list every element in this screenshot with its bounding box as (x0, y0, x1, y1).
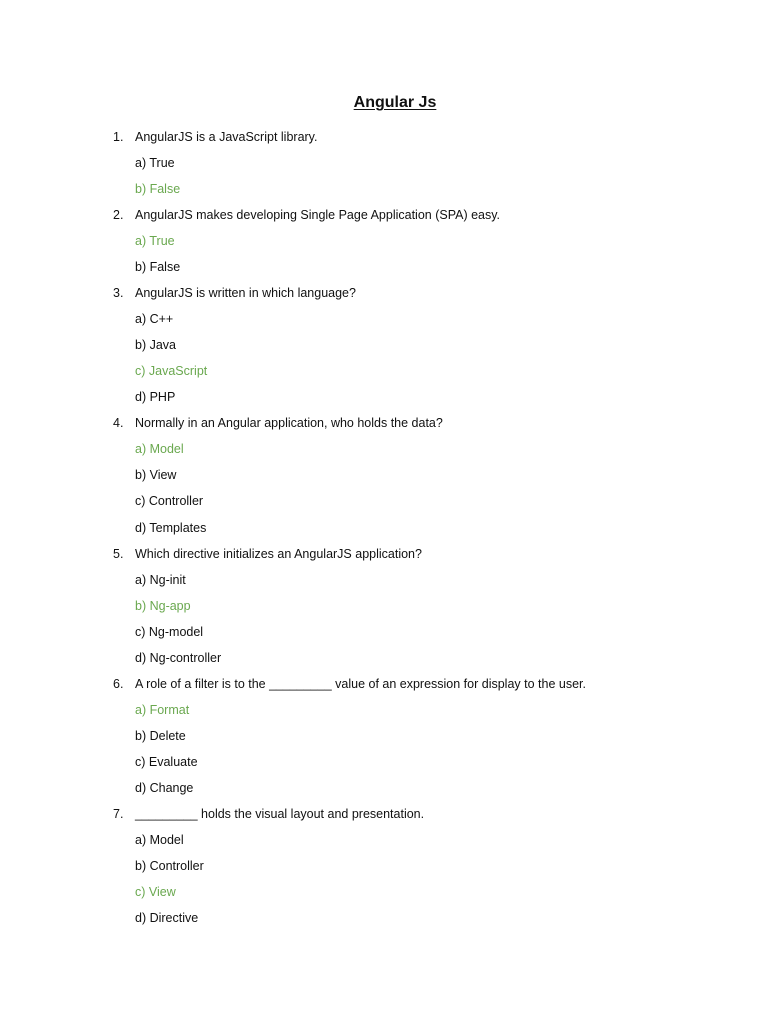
option-3a: a) C++ (135, 312, 174, 326)
question-text: Which directive initializes an AngularJS application? (135, 547, 422, 561)
option-6d: d) Change (135, 781, 194, 795)
option-5a: a) Ng-init (135, 573, 186, 587)
option-2a-correct: a) True (135, 234, 175, 248)
question-number: 5. (113, 547, 124, 561)
question-4 (113, 415, 443, 431)
question-text: AngularJS makes developing Single Page Application (SPA) easy. (135, 208, 501, 222)
question-number: 1. (113, 130, 124, 144)
option-5b-correct: b) Ng-app (135, 599, 191, 613)
question-2 (113, 207, 500, 223)
option-4c: c) Controller (135, 494, 204, 508)
option-6a-correct: a) Format (135, 703, 190, 717)
question-text: Normally in an Angular application, who holds the data? (135, 416, 443, 430)
option-5c: c) Ng-model (135, 625, 204, 639)
option-4d: d) Templates (135, 521, 207, 535)
option-2b: b) False (135, 260, 181, 274)
question-text: AngularJS is a JavaScript library. (135, 130, 318, 144)
question-number: 3. (113, 286, 124, 300)
question-text: A role of a filter is to the _________ value of an expression for display to the user. (135, 677, 586, 691)
option-7a: a) Model (135, 833, 184, 847)
question-5 (113, 546, 422, 562)
option-4b: b) View (135, 468, 177, 482)
option-3b: b) Java (135, 338, 176, 352)
question-7 (113, 806, 424, 822)
question-number: 2. (113, 208, 124, 222)
option-3d: d) PHP (135, 390, 176, 404)
option-4a-correct: a) Model (135, 442, 184, 456)
question-1 (113, 129, 317, 145)
option-5d: d) Ng-controller (135, 651, 222, 665)
question-6 (113, 676, 586, 692)
option-6c: c) Evaluate (135, 755, 198, 769)
option-7d: d) Directive (135, 911, 199, 925)
question-number: 4. (113, 416, 124, 430)
question-3 (113, 285, 356, 301)
option-7b: b) Controller (135, 859, 204, 873)
option-6b: b) Delete (135, 729, 186, 743)
question-text: AngularJS is written in which language? (135, 286, 356, 300)
question-text: _________ holds the visual layout and presentation. (135, 807, 425, 821)
option-7c-correct: c) View (135, 885, 176, 899)
option-1b-correct: b) False (135, 182, 181, 196)
page-title: Angular Js (353, 94, 437, 111)
option-3c-correct: c) JavaScript (135, 364, 208, 378)
question-number: 7. (113, 807, 124, 821)
option-1a: a) True (135, 156, 175, 170)
question-number: 6. (113, 677, 124, 691)
